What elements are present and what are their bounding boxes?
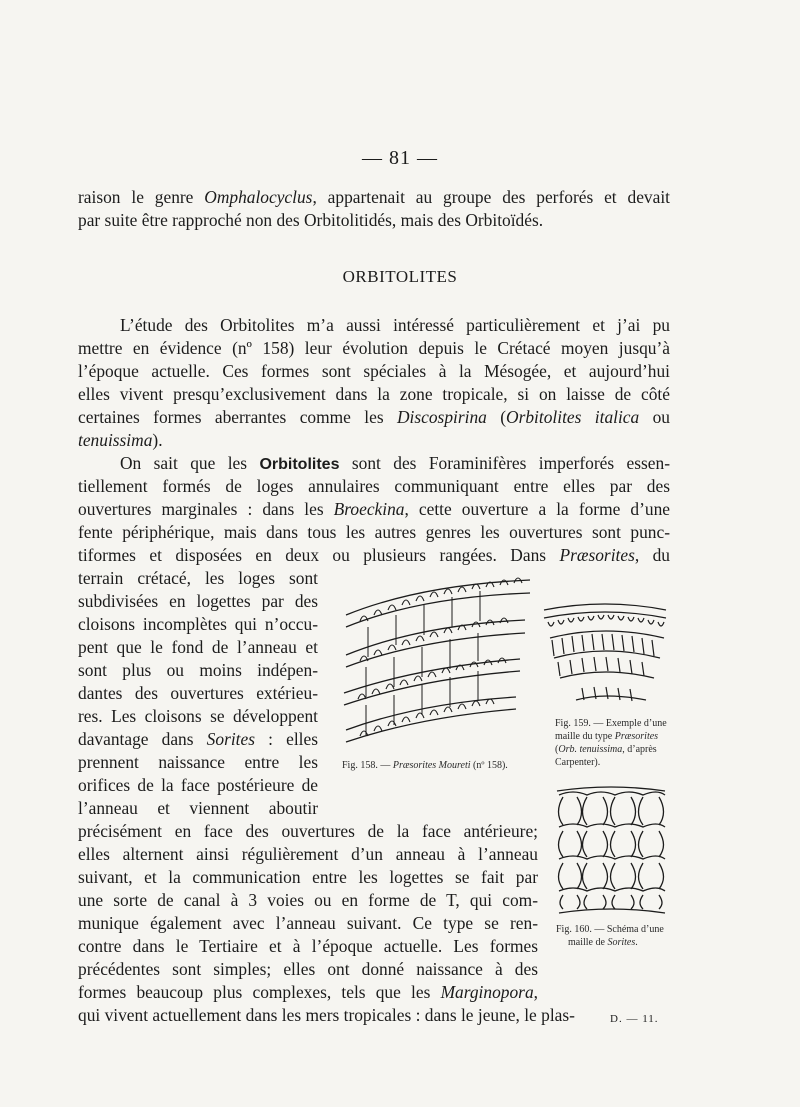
caption-species: Præsorites Moureti (392, 760, 471, 771)
text-line: orifices de la face postérieure de (78, 775, 318, 795)
caption-species: Orb. tenuissima (558, 744, 623, 755)
text-line: elles vivent presqu’exclusivement dans la zone tropicale, si on laisse de côté (78, 384, 670, 404)
text-line: fente périphérique, mais dans tous les autres genres les ouvertures sont punc- (78, 522, 670, 542)
text-span: davantage dans (78, 729, 207, 749)
text-line: tiellement formés de loges annulaires communiquant entre elles par des (78, 476, 670, 496)
text-line: par suite être rapproché non des Orbitolitidés, mais des Orbitoïdés. (78, 210, 544, 230)
text-line: munique également avec l’anneau suivant. Ce type se ren- (78, 913, 538, 933)
text-line: prennent naissance entre les (78, 752, 318, 772)
caption-species: Præsorites (614, 731, 659, 742)
text-span: ou (639, 407, 670, 427)
text-line: sont plus ou moins indépen- (78, 660, 318, 680)
caption-text (555, 743, 675, 756)
caption-text: . (635, 937, 638, 948)
caption-text: Fig. 159. — Exemple d’une (555, 718, 667, 729)
text-span: , cette ouverture a la forme d’une (404, 499, 670, 519)
figure-159-illustration (540, 600, 670, 710)
text-line (78, 429, 670, 452)
cell-grid (559, 792, 666, 913)
chamber-rows (344, 580, 530, 742)
text-span: , du (634, 545, 670, 565)
caption-text: ( (555, 744, 559, 755)
text-line: une sorte de canal à 3 voies ou en forme de T, qui com- (78, 890, 538, 910)
text-span: ). (152, 430, 163, 450)
caption-text (556, 936, 676, 949)
page-signature: D. — 11. (610, 1013, 659, 1025)
caption-text: maille de (568, 937, 608, 948)
caption-text: (nº 158). (470, 760, 508, 771)
text-span: certaines formes aberrantes comme les (78, 407, 397, 427)
text-line (78, 186, 670, 209)
text-line (78, 498, 670, 521)
figure-160-illustration (553, 785, 669, 917)
caption-text: maille du type (555, 731, 615, 742)
text-line: l’époque actuelle. Ces formes sont spéciales à la Mésogée, et aujourd’hui (78, 361, 670, 381)
text-line: contre dans le Tertiaire et à l’époque actuelle. Les formes (78, 936, 538, 956)
genus-name: Marginopora (440, 982, 534, 1002)
genus-name: Broeckina (333, 499, 405, 519)
text-span: ouvertures marginales : dans les (78, 499, 334, 519)
caption-text: Fig. 158. — (342, 760, 393, 771)
caption-text: Fig. 160. — Schéma d’une (556, 924, 664, 935)
text-line: suivant, et la communication entre les logettes se fait par (78, 867, 538, 887)
text-line (120, 452, 670, 476)
genus-name: Discospirina (396, 407, 487, 427)
bold-term: Orbitolites (259, 456, 340, 473)
genus-name: Omphalocyclus (204, 187, 313, 207)
figure-158-caption (342, 759, 508, 772)
text-line: L’étude des Orbitolites m’a aussi intéressé particulièrement et j’ai pu (120, 315, 670, 335)
figure-159-caption (555, 717, 675, 769)
section-heading: ORBITOLITES (342, 267, 458, 286)
text-span: sont des Foraminifères imperforés essen- (339, 453, 670, 473)
text-line (78, 981, 538, 1004)
text-span: ( (486, 407, 507, 427)
text-span: : elles (254, 729, 318, 749)
text-line (78, 728, 318, 751)
text-line: terrain crétacé, les loges sont (78, 568, 318, 588)
text-span: tiformes et disposées en deux ou plusieurs rangées. Dans (78, 545, 560, 565)
text-line: pent que le fond de l’anneau et (78, 637, 318, 657)
species-name: Orbitolites italica (506, 407, 640, 427)
text-line: qui vivent actuellement dans les mers tropicales : dans le jeune, le plas- (78, 1005, 575, 1025)
page-number: — 81 — (362, 147, 438, 169)
genus-name: Sorites (206, 729, 255, 749)
caption-text: Carpenter). (555, 757, 601, 768)
septa (366, 591, 480, 735)
text-span: , (533, 982, 538, 1002)
text-line: cloisons incomplètes qui n’occu- (78, 614, 318, 634)
text-span: , appartenait au groupe des perforés et devait (312, 187, 670, 207)
figure-158-illustration (340, 575, 540, 753)
caption-text (555, 730, 675, 743)
text-span: raison le genre (78, 187, 205, 207)
caption-species: Sorites (607, 937, 636, 948)
species-name: tenuissima (78, 430, 153, 450)
text-line: mettre en évidence (nº 158) leur évolution depuis le Crétacé moyen jusqu’à (78, 338, 670, 358)
text-line: dantes des ouvertures extérieu- (78, 683, 318, 703)
text-line: elles alternent ainsi régulièrement d’un anneau à l’anneau (78, 844, 538, 864)
text-line: l’anneau et viennent aboutir (78, 798, 318, 818)
text-line (78, 406, 670, 429)
caption-text: , d’après (622, 744, 657, 755)
text-span: formes beaucoup plus complexes, tels que les (78, 982, 441, 1002)
text-line: précédentes sont simples; elles ont donné naissance à des (78, 959, 538, 979)
genus-name: Præsorites (559, 545, 635, 565)
text-line: précisément en face des ouvertures de la face antérieure; (78, 821, 538, 841)
text-line: subdivisées en logettes par des (78, 591, 318, 611)
text-line: res. Les cloisons se développent (78, 706, 318, 726)
text-span: On sait que les (120, 453, 260, 473)
text-line (78, 544, 670, 567)
figure-160-caption (556, 923, 676, 949)
